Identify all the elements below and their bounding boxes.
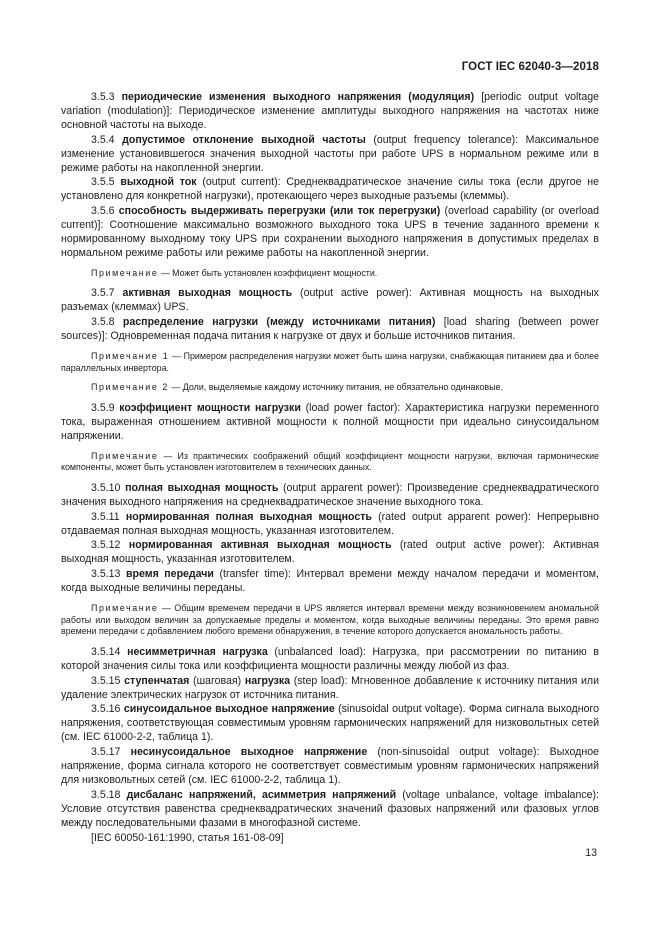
clause-3-5-3 [61,91,599,133]
clause-text: (load power factor): Характеристика нагрузки переменного тока, выраженная отношением активной мощности к полной мощности при идеально синусоидальном напряжении. [61,401,599,442]
clause-text: (overload capability (or overload current)]: Соотношение максимально возможного выходного тока UPS в течение заданного времени к нормированному выходному току UPS при сохранении выходного напряжения в допустимых пределах в нормальном режиме работы или режиме работы на накопленной энергии. [61,205,600,259]
clause-term: полная выходная мощность [125,481,279,494]
clause-3-5-9 [61,402,599,444]
clause-term: время передачи [126,568,214,581]
clause-term: активная выходная мощность [122,287,293,300]
clause-text: (rated output apparent power): Непрерывно отдаваемая полная выходная мощность, указанная изготовителем. [61,510,599,537]
document-header: ГОСТ IEC 62040-3—2018 [461,61,599,73]
note-text: — Доли, выделяемые каждому источнику питания, не обязательно одинаковые. [168,382,503,393]
clause-term: несимметричная нагрузка [127,645,268,658]
clause-3-5-10 [61,482,599,510]
clause-number: 3.5.17 [91,746,121,759]
clause-3-5-13 [61,568,599,596]
clause-3-5-16 [61,703,599,745]
clause-number: 3.5.11 [91,510,120,523]
note-label: Примечание [91,450,159,461]
clause-term: способность выдерживать перегрузки (или ток перегрузки) [118,205,441,218]
clause-number: 3.5.14 [91,645,121,658]
note-label: Примечание 2 [91,382,169,393]
document-body [61,91,599,847]
clause-text: (transfer time): Интервал времени между началом передачи и моментом, когда выходные величины переданы. [61,568,599,595]
clause-text: [load sharing (between power sources)]: Одновременная подача питания к нагрузке от двух и больше источников питания. [61,316,599,343]
clause-3-5-14 [61,646,599,674]
note-text: — Примером распределения нагрузки может быть шина нагрузки, снабжающая питанием два и более параллельных инвертора. [61,351,599,373]
clause-text: (output current): Среднеквадратическое значение силы тока (если другое не установлено для конкретной нагрузки), протекающего через выходные разъемы (клеммы). [61,176,600,203]
clause-term: распределение нагрузки (между источниками питания) [122,316,436,329]
note-text: — Может быть установлен коэффициент мощности. [158,267,378,278]
page-number: 13 [585,847,597,859]
note-2-3-5-8 [61,382,599,394]
clause-number: 3.5.12 [91,539,121,552]
clause-text: (unbalanced load): Нагрузка, при рассмотрении по питанию в которой значения силы тока или коэффициента мощности различны между любой из фаз. [61,645,599,672]
note-label: Примечание [91,603,159,614]
note-label: Примечание 1 [91,351,170,362]
clause-number: 3.5.4 [91,133,115,146]
clause-term: нормированная полная выходная мощность [125,510,372,523]
clause-number: 3.5.8 [91,316,115,329]
note-3-5-13 [61,603,599,638]
clause-3-5-6 [61,205,599,261]
clause-text: (output active power): Активная мощность на выходных разъемах (клеммах) UPS. [61,287,599,314]
clause-term: дисбаланс напряжений, асимметрия напряжений [126,788,397,801]
clause-3-5-17 [61,746,599,788]
clause-term: допустимое отклонение выходной частоты [122,133,366,146]
clause-text: (rated output active power): Активная выходная мощность, указанная изготовителем. [61,539,599,566]
clause-term-note: (шаговая) [189,674,245,687]
clause-text: (voltage unbalance, voltage imbalance): Условие отсутствия равенства среднеквадратических значений фазовых напряжений или фазовых углов между последовательными фазами в многофазной системе. [61,788,599,829]
clause-number: 3.5.3 [91,91,115,103]
clause-3-5-15 [61,675,599,703]
clause-number: 3.5.13 [91,568,121,581]
clause-term: коэффициент мощности нагрузки [119,401,301,414]
clause-3-5-12 [61,539,599,567]
note-3-5-9 [61,451,599,474]
clause-text: [periodic output voltage variation (modulation)]: Периодическое изменение амплитуды выходного напряжения на частотах ниже основной частоты на выходе. [61,91,599,131]
clause-number: 3.5.9 [91,401,115,414]
clause-3-5-11 [61,511,599,539]
note-text: — Из практических соображений общий коэффициент мощности нагрузки, включая гармонические компоненты, может быть установлен изготовителем в технических данных. [61,450,599,473]
note-1-3-5-8 [61,351,599,374]
clause-text: (non-sinusoidal output voltage): Выходное напряжение, форма сигнала которого не соответствует совместимым уровням гармонических напряжений для низковольтных сетей (см. IEC 61000-2-2, таблица 1). [61,746,599,786]
clause-number: 3.5.7 [91,287,115,300]
clause-number: 3.5.10 [91,481,121,494]
note-3-5-6 [61,268,599,280]
note-text: — Общим временем передачи в UPS является интервал времени между возникновением аномальной работы или выходом величин за допускаемые пределы и моментом, когда выходные величины переданы. Это время равно времени передачи с добавлением любого времени обнаружения, в течение которого допускается аномальность работы. [61,603,599,637]
clause-term: выходной ток [120,176,197,189]
clause-text: (output frequency tolerance): Максимальное изменение установившегося значения выходной частоты при работе UPS в нормальном режиме или в режиме работы на накопленной энергии. [61,133,599,174]
clause-number: 3.5.18 [91,788,121,801]
clause-3-5-18 [61,789,599,831]
clause-term: нормированная активная выходная мощность [128,539,392,552]
clause-term: периодические изменения выходного напряжения (модуляция) [121,91,475,103]
clause-3-5-8 [61,316,599,344]
clause-term: несинусоидальное выходное напряжение [130,746,368,759]
clause-number: 3.5.16 [91,703,121,716]
clause-3-5-4 [61,134,599,176]
clause-text: (step load): Мгновенное добавление к источнику питания или удаление электрических нагрузок от источника питания. [61,674,600,701]
clause-term: нагрузка [244,674,291,687]
source-reference: [IEC 60050-161:1990, статья 161-08-09] [91,831,284,844]
clause-text: (output apparent power): Произведение среднеквадратического значения выходного напряжения на среднеквадратическое значение выходного тока. [61,481,599,508]
clause-3-5-7 [61,287,599,315]
clause-term: синусоидальное выходное напряжение [123,703,335,716]
clause-number: 3.5.15 [91,674,121,687]
clause-text: (sinusoidal output voltage). Форма сигнала выходного напряжения, соответствующая совместимым уровням гармонических напряжений для низковольтных сетей (см. IEC 61000-2-2, таблица 1). [61,703,599,744]
clause-term: ступенчатая [124,674,190,687]
clause-number: 3.5.6 [91,205,115,218]
clause-3-5-5 [61,176,599,204]
clause-number: 3.5.5 [91,176,115,189]
note-label: Примечание [91,267,159,278]
